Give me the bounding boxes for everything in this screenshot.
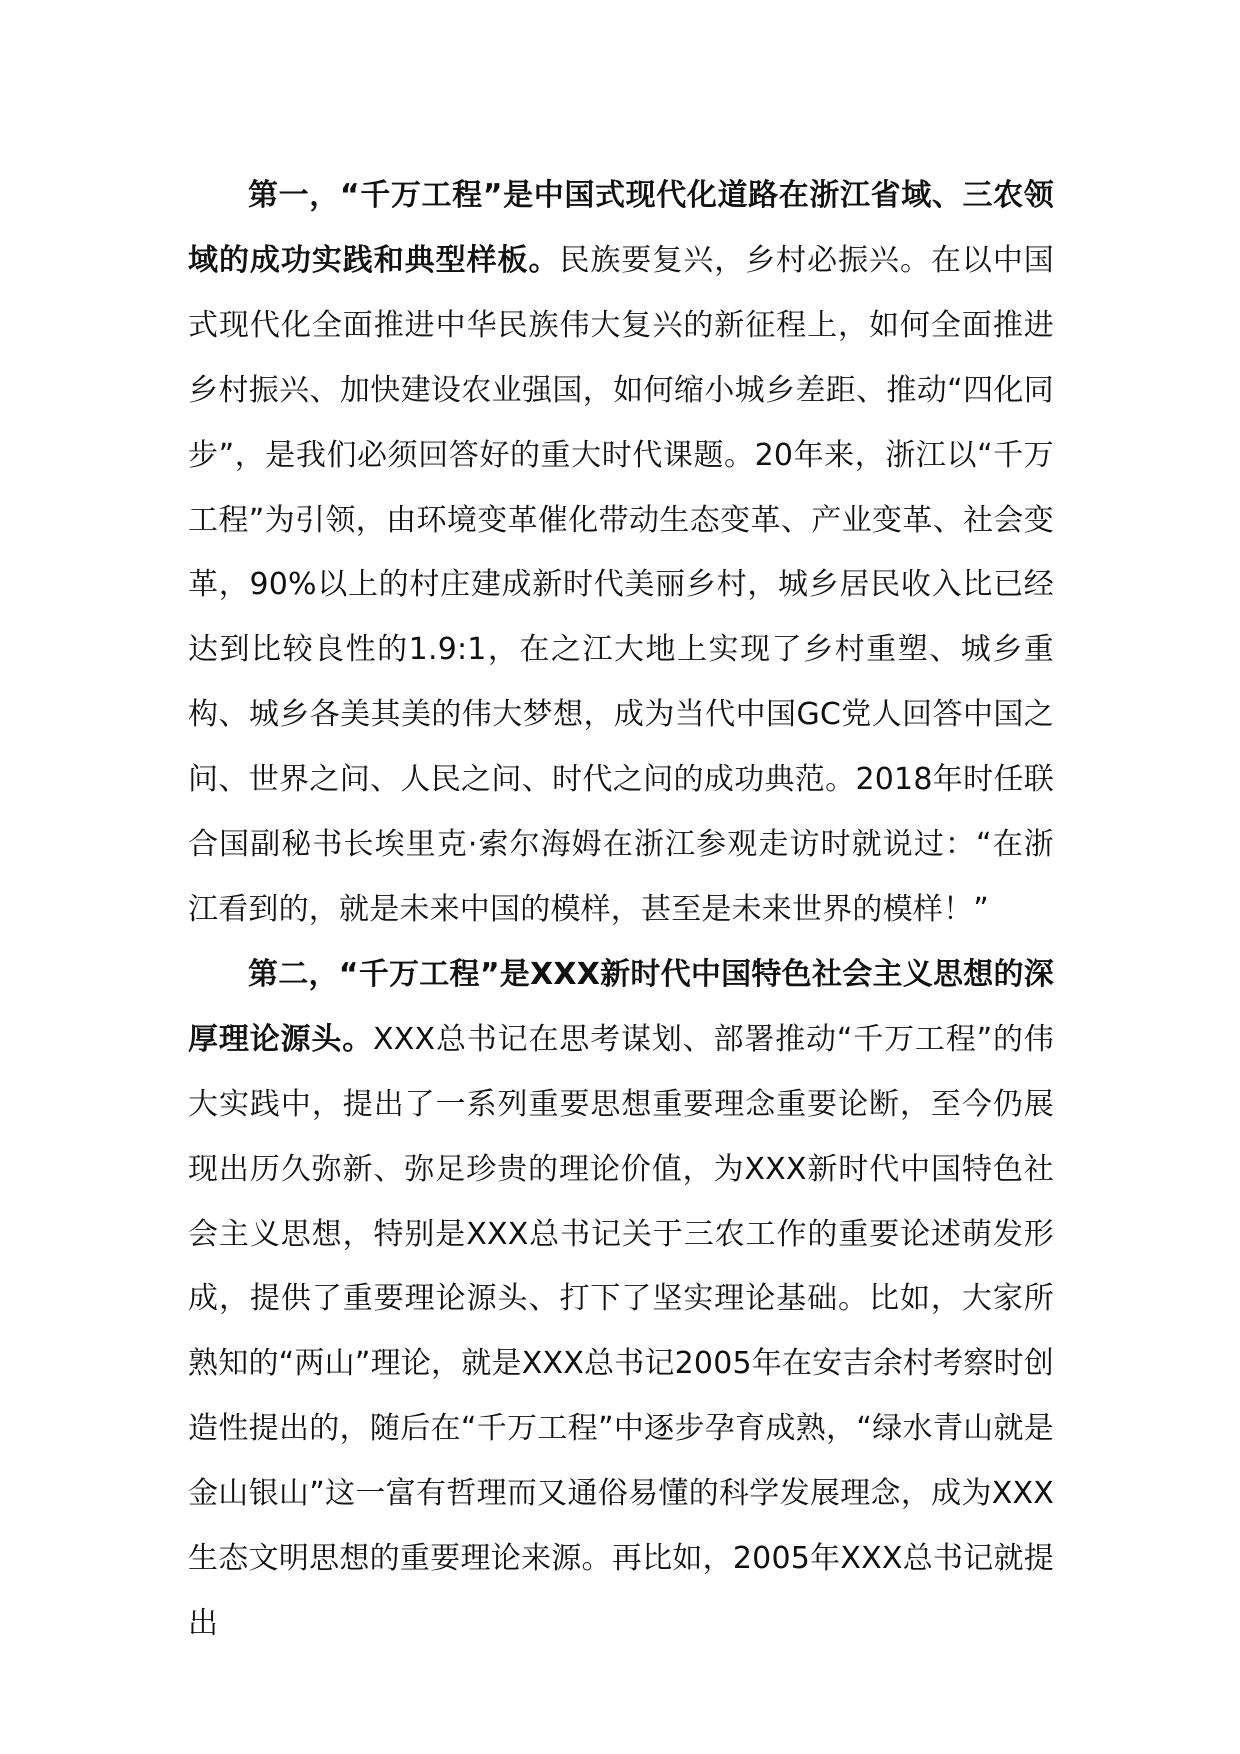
paragraph-1-body: 民族要复兴，乡村必振兴。在以中国式现代化全面推进中华民族伟大复兴的新征程上，如何全面推进乡村振兴、加快建设农业强国，如何缩小城乡差距、推动“四化同步”，是我们必须回答好的重大时代课题。20年来，浙江以“千万工程”为引领，由环境变革催化带动生态变革、产业变革、社会变革，90%以上的村庄建成新时代美丽乡村，城乡居民收入比已经达到比较良性的1.9:1，在之江大地上实现了乡村重塑、城乡重构、城乡各美其美的伟大梦想，成为当代中国GC党人回答中国之问、世界之问、人民之问、时代之问的成功典范。2018年时任联合国副秘书长埃里克·索尔海姆在浙江参观走访时就说过：“在浙江看到的，就是未来中国的模样，甚至是未来世界的模样！” (188, 242, 1054, 927)
paragraph-2 (188, 943, 1054, 1657)
paragraph-2-lead: 第二，“千万工程”是XXX新时代中国特色社会主义思想的深厚理论源头。 (188, 956, 1054, 1057)
paragraph-1 (188, 164, 1054, 943)
document-page (188, 164, 1054, 1657)
paragraph-2-body: XXX总书记在思考谋划、部署推动“千万工程”的伟大实践中，提出了一系列重要思想重要理念重要论断，至今仍展现出历久弥新、弥足珍贵的理论价值，为XXX新时代中国特色社会主义思想，特别是XXX总书记关于三农工作的重要论述萌发形成，提供了重要理论源头、打下了坚实理论基础。比如，大家所熟知的“两山”理论，就是XXX总书记2005年在安吉余村考察时创造性提出的，随后在“千万工程”中逐步孕育成熟，“绿水青山就是金山银山”这一富有哲理而又通俗易懂的科学发展理念，成为XXX生态文明思想的重要理论来源。再比如，2005年XXX总书记就提出 (188, 1021, 1055, 1641)
paragraph-1-lead: 第一，“千万工程”是中国式现代化道路在浙江省域、三农领域的成功实践和典型样板。 (188, 178, 1054, 278)
